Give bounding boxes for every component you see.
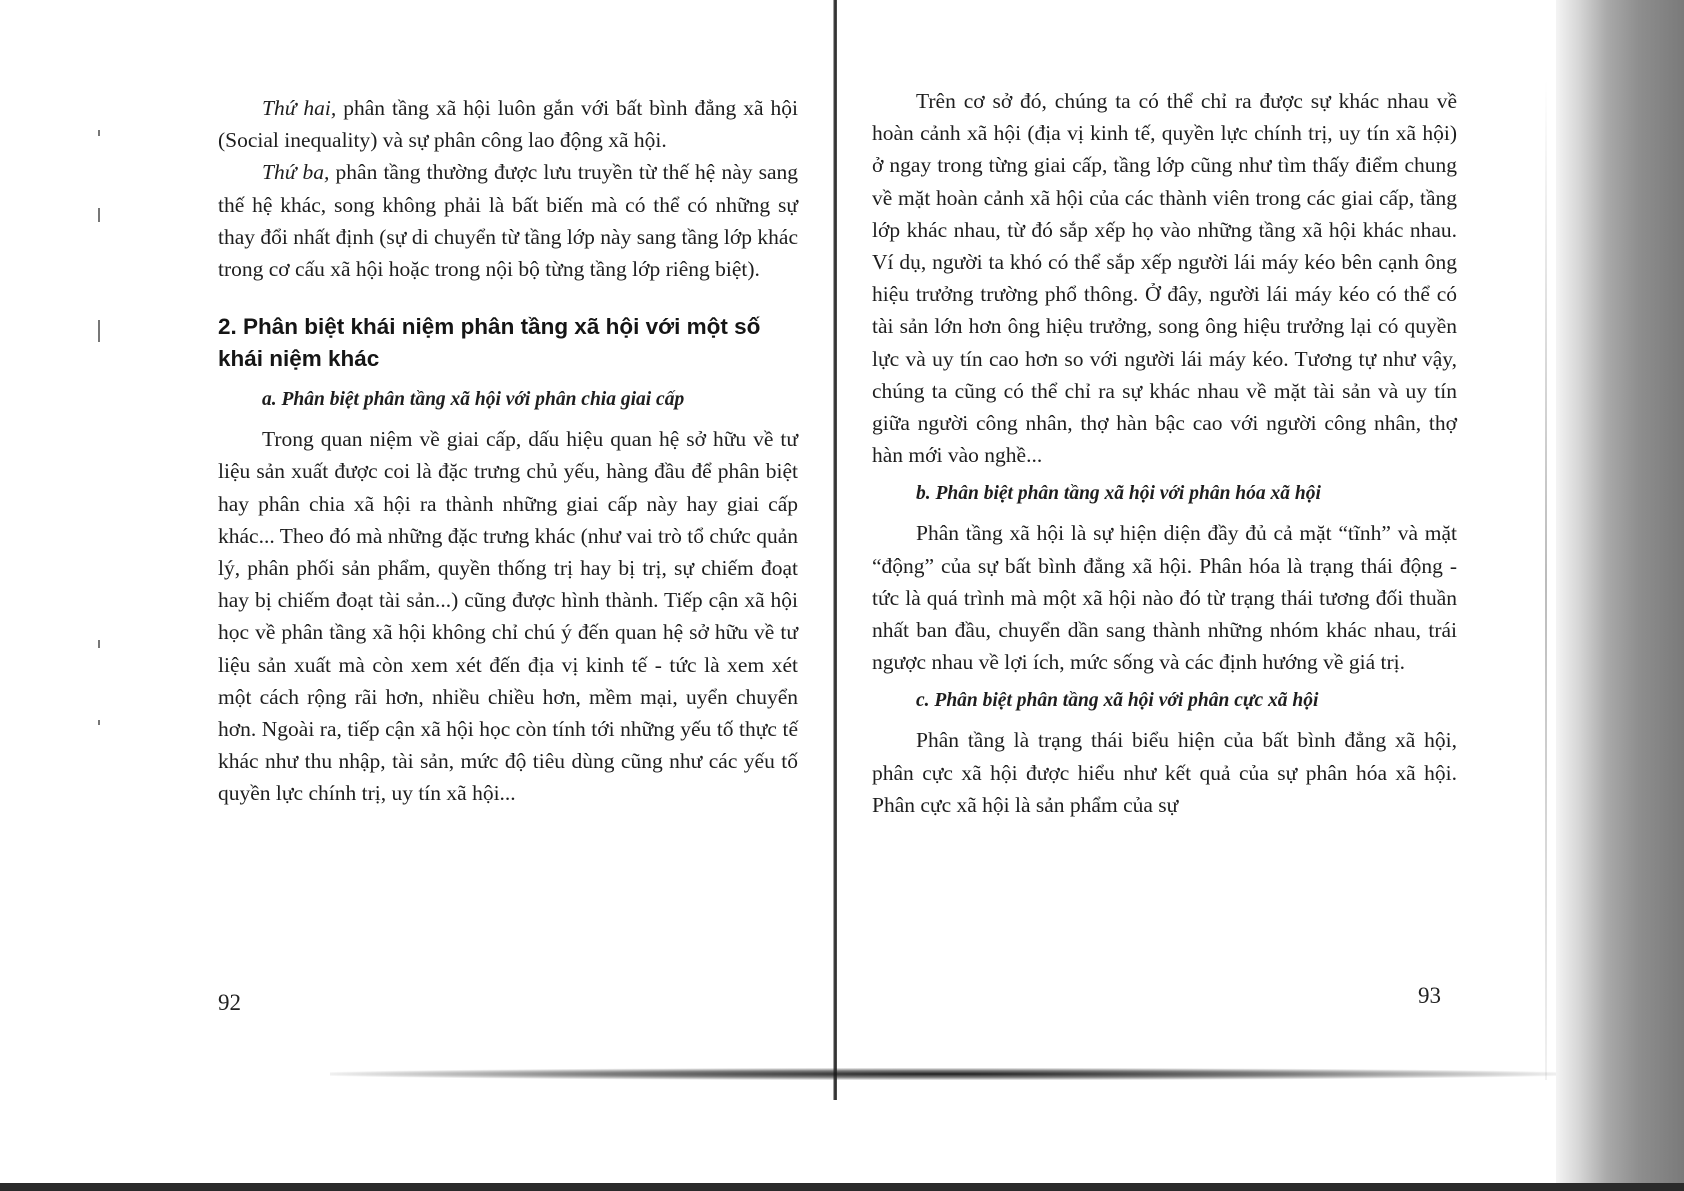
subheading-a: a. Phân biệt phân tầng xã hội với phân chia giai cấp [262, 389, 685, 411]
page-number-left: 92 [218, 990, 241, 1015]
scanner-edge-shadow [1556, 0, 1684, 1191]
paragraph-text: phân tầng xã hội luôn gắn với bất bình đẳng xã hội (Social inequality) và sự phân công lao động xã hội. [218, 96, 798, 153]
paragraph-phan-cuc: Phân tầng là trạng thái biểu hiện của bất bình đẳng xã hội, phân cực xã hội được hiểu như kết quả của sự phân hóa xã hội. Phân cực xã hội là sản phẩm của sự [872, 728, 1457, 817]
section-heading-2: 2. Phân biệt khái niệm phân tầng xã hội với một số khái niệm khác [218, 314, 761, 372]
right-page [872, 85, 1457, 821]
page-bottom-shadow [330, 1068, 1560, 1080]
scan-bottom-band [0, 1183, 1684, 1191]
lead-thu-hai: Thứ hai, [262, 96, 337, 120]
book-gutter [833, 0, 837, 1100]
paragraph-co-so: Trên cơ sở đó, chúng ta có thể chỉ ra được sự khác nhau về hoàn cảnh xã hội (địa vị kinh tế, quyền lực chính trị, uy tín xã hội) ở ngay trong từng giai cấp, tầng lớp cũng như tìm thấy điểm chung về mặt hoàn cảnh xã hội của các thành viên trong các giai cấp, tầng lớp khác nhau, từ đó sắp xếp họ vào những tầng xã hội khác nhau. Ví dụ, người ta khó có thể sắp xếp người lái máy kéo bên cạnh ông hiệu trưởng trường phổ thông. Ở đây, người lái máy kéo có thể có tài sản lớn hơn ông hiệu trưởng, song ông hiệu trưởng lại có quyền lực và uy tín cao hơn so với người lái máy kéo. Tương tự như vậy, chúng ta cũng có thể chỉ ra sự khác nhau về mặt tài sản và uy tín giữa người công nhân, thợ hàn bậc cao với người công nhân, thợ hàn mới vào nghề... [872, 89, 1457, 468]
subheading-b: b. Phân biệt phân tầng xã hội với phân hóa xã hội [916, 483, 1321, 505]
scan-marks [98, 130, 104, 830]
lead-thu-ba: Thứ ba, [262, 160, 330, 185]
paragraph-text: phân tầng thường được lưu truyền từ thế hệ này sang thế hệ khác, song không phải là bất biến mà có thể có những sự thay đổi nhất định (sự di chuyển từ tầng lớp này sang tầng lớp khác trong cơ cấu xã hội hoặc trong nội bộ từng tầng lớp riêng biệt). [218, 160, 799, 282]
page-number-right: 93 [1418, 983, 1441, 1008]
paragraph-giai-cap: Trong quan niệm về giai cấp, dấu hiệu quan hệ sở hữu về tư liệu sản xuất được coi là đặc trưng chủ yếu, hàng đầu để phân biệt hay phân chia xã hội ra thành những giai cấp này hay giai cấp khác... Theo đó mà những đặc trưng khác (như vai trò tổ chức quản lý, phân phối sản phẩm, quyền thống trị hay bị trị, sự chiếm đoạt hay bị chiếm đoạt tài sản...) cũng được hình thành. Tiếp cận xã hội học về phân tầng xã hội không chỉ chú ý đến quan hệ sở hữu về tư liệu sản xuất mà còn xem xét đến địa vị kinh tế - tức là xem xét một cách rộng rãi hơn, nhiều chiều hơn, mềm mại, uyển chuyển hơn. Ngoài ra, tiếp cận xã hội học còn tính tới những yếu tố thực tế khác như thu nhập, tài sản, mức độ tiêu dùng cũng như các yếu tố quyền lực chính trị, uy tín xã hội... [218, 427, 798, 806]
paragraph-thu-ba [218, 156, 798, 285]
paragraph-phan-hoa: Phân tầng xã hội là sự hiện diện đầy đủ cả mặt “tĩnh” và mặt “động” của sự bất bình đẳng xã hội. Phân hóa là trạng thái động - tức là quá trình mà một xã hội nào đó từ trạng thái tương đối thuần nhất ban đầu, chuyển dần sang thành những nhóm khác nhau, trái ngược nhau về lợi ích, mức sống và các định hướng về giá trị. [872, 521, 1457, 675]
paragraph-thu-hai [218, 92, 798, 156]
subheading-c: c. Phân biệt phân tầng xã hội với phân cực xã hội [916, 690, 1319, 712]
page-edge-line [1545, 80, 1547, 1080]
left-page [218, 92, 798, 810]
